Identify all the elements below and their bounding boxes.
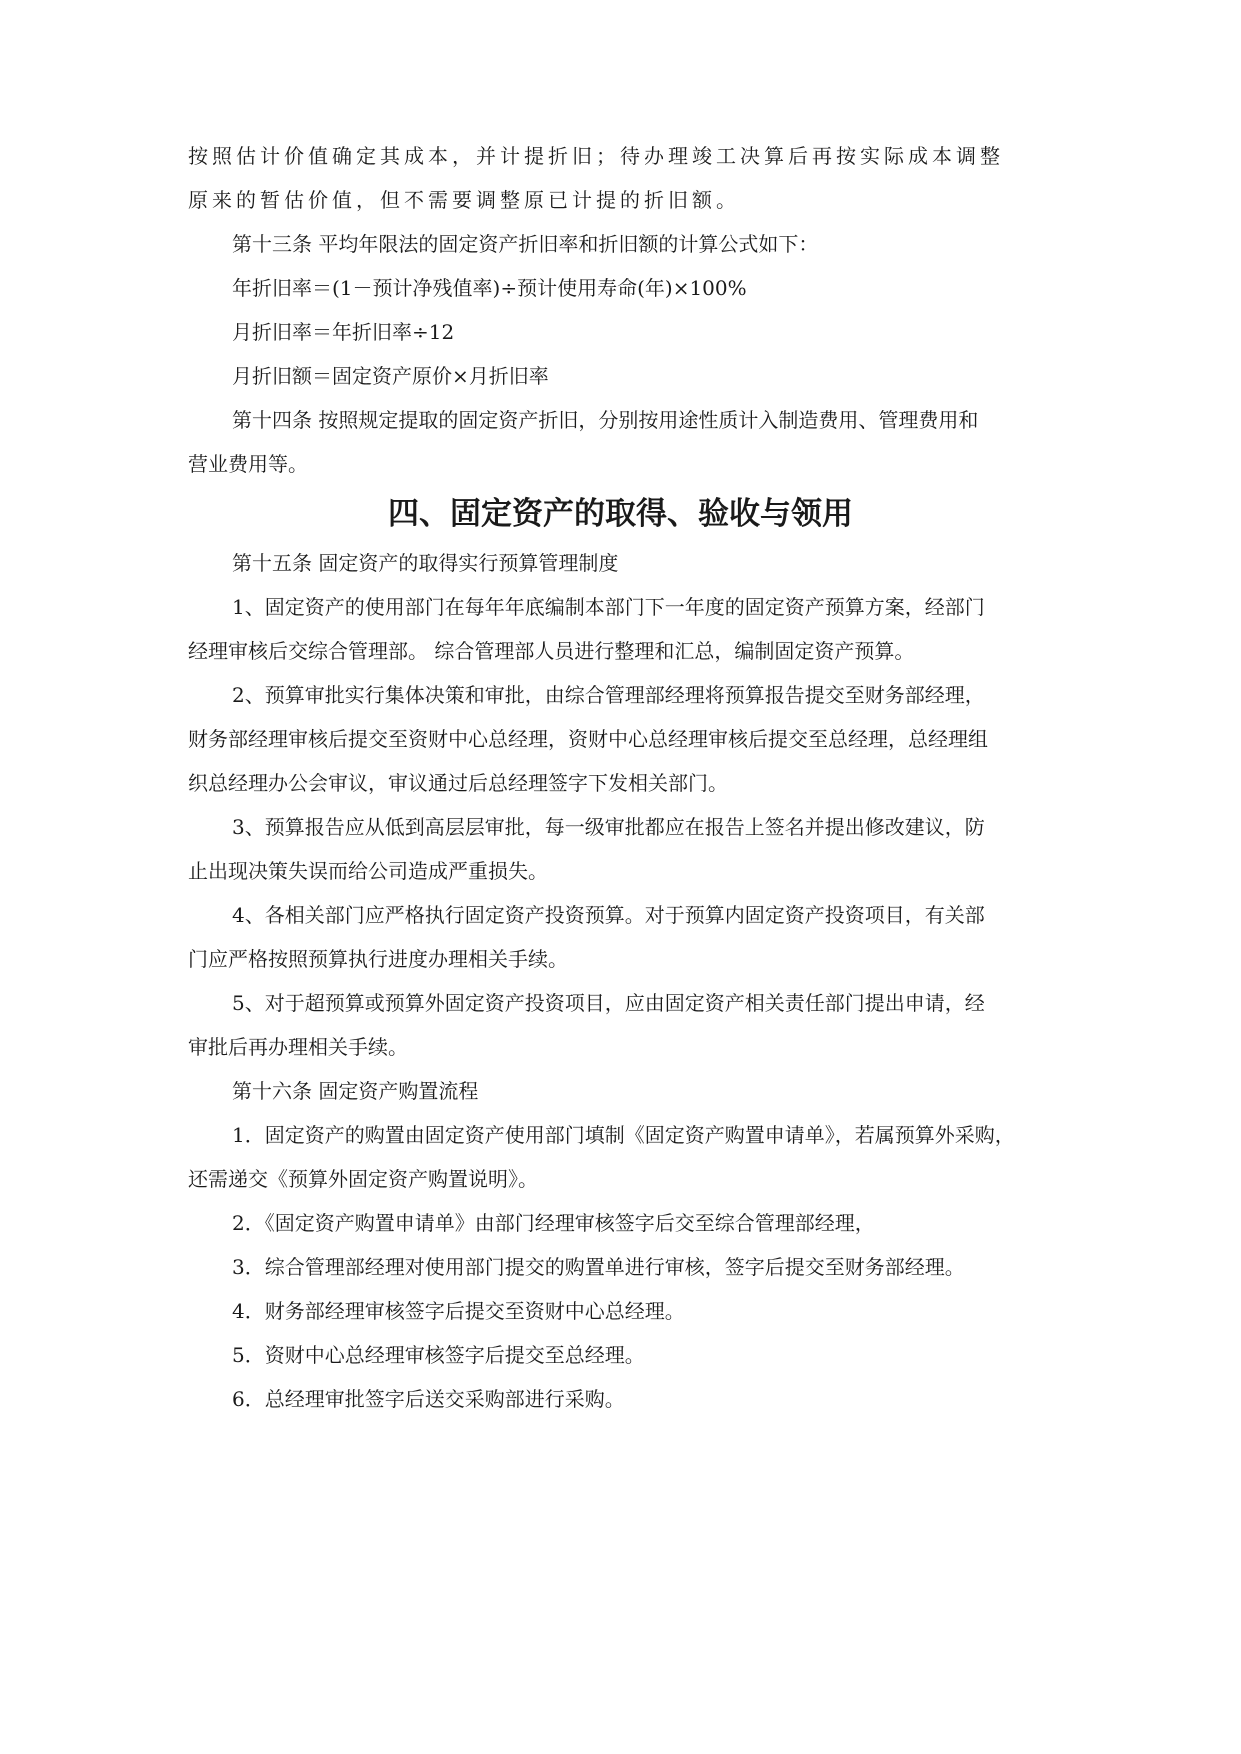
paragraph-line: 还需递交《预算外固定资产购置说明》。	[188, 1167, 538, 1191]
process-step: 2．《固定资产购置申请单》由部门经理审核签字后交至综合管理部经理，	[232, 1211, 875, 1235]
paragraph-line: 止出现决策失误而给公司造成严重损失。	[188, 859, 548, 883]
formula-annual-rate: 年折旧率＝(1－预计净残值率)÷预计使用寿命(年)×100%	[232, 276, 747, 300]
paragraph-line: 1、固定资产的使用部门在每年年底编制本部门下一年度的固定资产预算方案，经部门	[232, 595, 985, 619]
paragraph-line: 3、预算报告应从低到高层层审批，每一级审批都应在报告上签名并提出修改建议，防	[232, 815, 985, 839]
article-16-title: 第十六条 固定资产购置流程	[232, 1079, 479, 1103]
paragraph-line: 织总经理办公会审议，审议通过后总经理签字下发相关部门。	[188, 771, 728, 795]
process-step: 6．总经理审批签字后送交采购部进行采购。	[232, 1387, 625, 1411]
paragraph-line: 1．固定资产的购置由固定资产使用部门填制《固定资产购置申请单》，若属预算外采购，	[232, 1123, 1015, 1147]
article-15-title: 第十五条 固定资产的取得实行预算管理制度	[232, 551, 619, 575]
formula-monthly-rate: 月折旧率＝年折旧率÷12	[232, 320, 455, 344]
paragraph-line: 营业费用等。	[188, 452, 308, 476]
paragraph-line: 经理审核后交综合管理部。 综合管理部人员进行整理和汇总，编制固定资产预算。	[188, 639, 915, 663]
section-heading: 四、固定资产的取得、验收与领用	[388, 496, 853, 532]
article-13-title: 第十三条 平均年限法的固定资产折旧率和折旧额的计算公式如下：	[232, 232, 819, 256]
process-step: 4．财务部经理审核签字后提交至资财中心总经理。	[232, 1299, 685, 1323]
paragraph-line: 财务部经理审核后提交至资财中心总经理，资财中心总经理审核后提交至总经理，总经理组	[188, 727, 988, 751]
paragraph-line: 5、对于超预算或预算外固定资产投资项目，应由固定资产相关责任部门提出申请，经	[232, 991, 985, 1015]
paragraph-line: 4、各相关部门应严格执行固定资产投资预算。对于预算内固定资产投资项目，有关部	[232, 903, 985, 927]
process-step: 5．资财中心总经理审核签字后提交至总经理。	[232, 1343, 645, 1367]
paragraph-line: 审批后再办理相关手续。	[188, 1035, 408, 1059]
formula-monthly-amount: 月折旧额＝固定资产原价×月折旧率	[232, 364, 549, 388]
paragraph-line: 原来的暂估价值，但不需要调整原已计提的折旧额。	[188, 188, 740, 212]
process-step: 3．综合管理部经理对使用部门提交的购置单进行审核，签字后提交至财务部经理。	[232, 1255, 965, 1279]
article-14-line: 第十四条 按照规定提取的固定资产折旧，分别按用途性质计入制造费用、管理费用和	[232, 408, 979, 432]
paragraph-line: 按照估计价值确定其成本，并计提折旧；待办理竣工决算后再按实际成本调整	[188, 144, 1004, 168]
paragraph-line: 2、预算审批实行集体决策和审批，由综合管理部经理将预算报告提交至财务部经理，	[232, 683, 985, 707]
paragraph-line: 门应严格按照预算执行进度办理相关手续。	[188, 947, 568, 971]
